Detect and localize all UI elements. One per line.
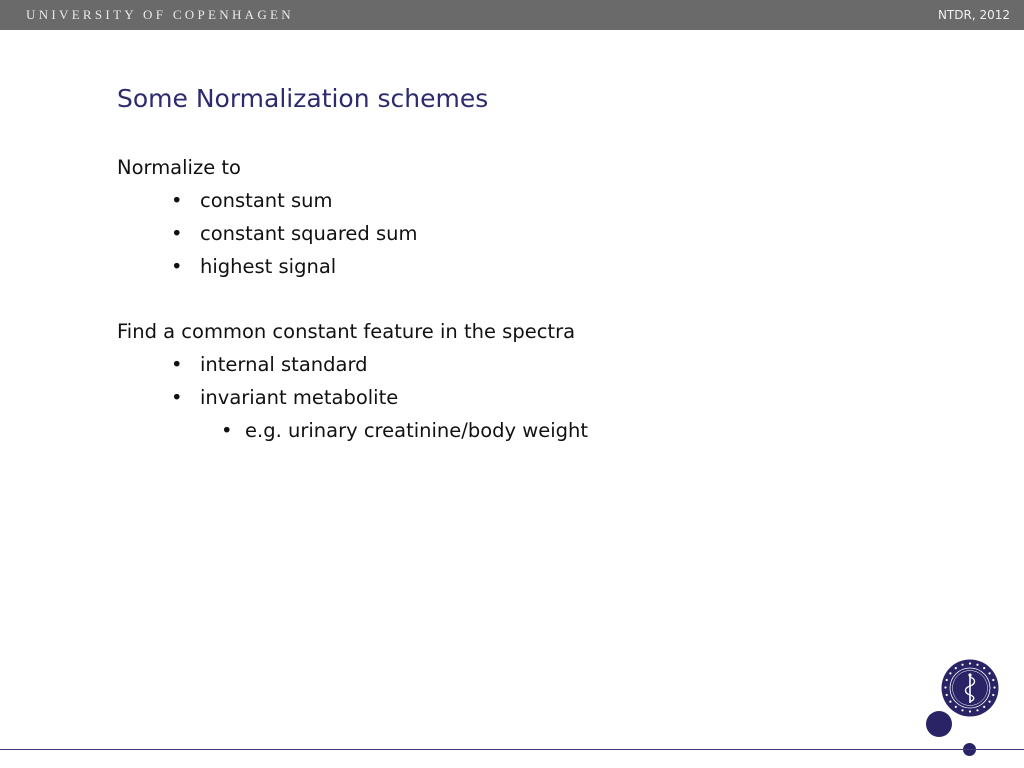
university-seal-icon	[941, 659, 999, 717]
presentation-tag: NTDR, 2012	[937, 8, 1010, 22]
bullet-glyph: •	[171, 189, 183, 212]
bullet-glyph: •	[171, 255, 183, 278]
section-spacer	[117, 287, 588, 319]
slide-title: Some Normalization schemes	[117, 84, 489, 113]
list-item	[169, 254, 588, 287]
university-name: UNIVERSITY OF COPENHAGEN	[26, 7, 294, 22]
list-item	[169, 221, 588, 254]
sub-list-item	[221, 418, 588, 451]
bottom-rule	[0, 749, 1024, 750]
list-item-text: highest signal	[200, 255, 337, 278]
sub-list-item-text: e.g. urinary creatinine/body weight	[245, 419, 589, 442]
list-item-text: constant sum	[200, 189, 333, 212]
list-item-text: internal standard	[200, 353, 368, 376]
slide-body	[117, 155, 588, 451]
bullet-glyph: •	[171, 222, 183, 245]
section-heading-normalize: Normalize to	[117, 156, 241, 179]
bullet-glyph: •	[171, 353, 183, 376]
list-item	[169, 385, 588, 418]
header-bar	[0, 0, 1024, 30]
list-item	[169, 188, 588, 221]
decorative-dot-large	[926, 711, 952, 737]
list-item-text: constant squared sum	[200, 222, 418, 245]
list-item-text: invariant metabolite	[200, 386, 399, 409]
bullet-glyph: •	[171, 386, 183, 409]
list-item	[169, 352, 588, 385]
section-heading-feature: Find a common constant feature in the spectra	[117, 320, 576, 343]
bullet-glyph: •	[221, 419, 233, 442]
